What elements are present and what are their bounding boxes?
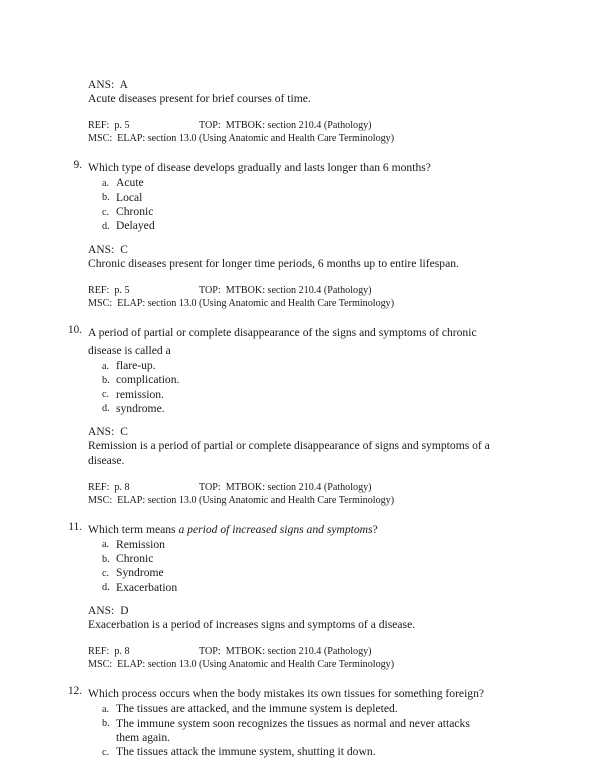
options-list (88, 176, 492, 233)
ref-label: REF: p. 5 (88, 120, 130, 132)
answer-block (88, 78, 492, 145)
ref-top-row (88, 284, 492, 297)
line-gap (88, 106, 492, 119)
option-text: Delayed (116, 219, 155, 233)
metadata-block (88, 284, 492, 310)
option-letter: c. (102, 389, 110, 401)
answer-line: ANS: C (88, 243, 128, 256)
top-label: TOP: MTBOK: section 210.4 (Pathology) (199, 120, 372, 132)
answer-line: ANS: C (88, 426, 128, 439)
document-content (68, 78, 493, 760)
question-text-prefix: Which term means (88, 522, 179, 536)
question-number: 12. (68, 685, 82, 698)
top-label: TOP: MTBOK: section 210.4 (Pathology) (199, 481, 372, 493)
option-b[interactable] (88, 717, 492, 746)
option-text: complication. (116, 373, 180, 387)
option-letter: c. (102, 206, 110, 218)
question-text-emphasis: a period of increased signs and symptoms (178, 522, 373, 536)
options-list (88, 538, 492, 595)
option-text: Remission (116, 537, 165, 551)
option-a[interactable] (88, 702, 492, 716)
option-a[interactable] (88, 176, 492, 190)
line-gap (88, 416, 492, 425)
question-text: Which type of disease develops gradually and lasts longer than 6 months? (88, 161, 431, 175)
option-text: syndrome. (116, 401, 165, 415)
option-text: flare-up. (116, 359, 156, 372)
msc-row: MSC: ELAP: section 13.0 (Using Anatomic and Health Care Terminology) (88, 659, 395, 671)
ref-label: REF: p. 5 (88, 285, 130, 296)
option-letter: c. (102, 567, 110, 579)
block-gap (88, 310, 492, 323)
line-gap (88, 595, 492, 604)
question-number: 10. (68, 324, 82, 336)
option-letter: d. (102, 403, 110, 415)
option-text: The tissues are attacked, and the immune system is depleted. (116, 702, 398, 716)
top-label: TOP: MTBOK: section 210.4 (Pathology) (199, 285, 372, 296)
metadata-block (88, 645, 492, 671)
metadata-block (88, 481, 492, 507)
line-gap (88, 632, 492, 645)
option-letter: d. (102, 220, 110, 232)
answer-line: ANS: A (88, 79, 128, 91)
question-number: 9. (73, 159, 82, 172)
ref-top-row (88, 645, 492, 658)
option-text: Chronic (116, 552, 154, 566)
option-b[interactable] (88, 373, 492, 387)
option-text: Exacerbation (116, 580, 178, 594)
question-item-9 (73, 158, 492, 310)
option-text: Syndrome (116, 566, 164, 580)
option-d[interactable] (88, 402, 492, 416)
rationale-line: Exacerbation is a period of increases signs and symptoms of a disease. (88, 618, 416, 632)
question-header (68, 684, 492, 702)
option-text: The tissues attack the immune system, shutting it down. (116, 745, 376, 759)
ref-top-row (88, 481, 492, 494)
option-b[interactable] (88, 552, 492, 566)
msc-row: MSC: ELAP: section 13.0 (Using Anatomic and Health Care Terminology) (88, 298, 395, 309)
option-a[interactable] (88, 538, 492, 552)
block-gap (88, 507, 492, 520)
option-letter: a. (102, 539, 110, 551)
rationale-line: Chronic diseases present for longer time periods, 6 months up to entire lifespan. (88, 256, 459, 270)
question-header (73, 158, 492, 176)
question-item-10 (68, 323, 493, 507)
answer-line: ANS: D (88, 604, 129, 617)
metadata-block (88, 119, 492, 145)
line-gap (88, 468, 492, 481)
option-c[interactable] (88, 205, 492, 219)
msc-row: MSC: ELAP: section 13.0 (Using Anatomic and Health Care Terminology) (88, 494, 395, 506)
ref-label: REF: p. 8 (88, 481, 130, 493)
msc-row: MSC: ELAP: section 13.0 (Using Anatomic and Health Care Terminology) (88, 133, 395, 145)
option-text: Acute (116, 176, 144, 190)
option-text: Chronic (116, 205, 154, 218)
line-gap (88, 234, 492, 243)
option-letter: a. (102, 703, 110, 715)
rationale-line: Acute diseases present for brief courses of time. (88, 92, 311, 106)
top-label: TOP: MTBOK: section 210.4 (Pathology) (199, 646, 372, 658)
line-gap (88, 271, 492, 284)
question-header (68, 520, 492, 538)
options-list (88, 702, 492, 759)
options-list (88, 359, 492, 416)
option-text: The immune system soon recognizes the tissues as normal and never attacks them again. (116, 716, 470, 744)
option-text: Local (116, 190, 143, 204)
block-gap (88, 671, 492, 684)
ref-label: REF: p. 8 (88, 646, 130, 658)
option-d[interactable] (88, 581, 492, 595)
option-letter: a. (102, 177, 110, 189)
option-text: remission. (116, 387, 164, 401)
question-text (88, 523, 378, 536)
ref-top-row (88, 119, 492, 132)
question-number: 11. (68, 520, 82, 533)
option-letter: b. (102, 718, 110, 730)
option-letter: a. (102, 360, 110, 372)
option-letter: b. (102, 374, 110, 386)
option-b[interactable] (88, 191, 492, 205)
option-letter: c. (102, 746, 110, 758)
rationale-line: Remission is a period of partial or complete disappearance of signs and symptoms of a disease. (88, 439, 493, 467)
question-text-suffix: ? (372, 522, 378, 536)
option-letter: d. (102, 582, 110, 594)
question-item-11 (68, 520, 492, 672)
option-c[interactable] (88, 566, 492, 580)
option-letter: b. (102, 192, 110, 204)
block-gap (88, 145, 492, 158)
question-item-12 (68, 684, 492, 759)
question-text: A period of partial or complete disappearance of the signs and symptoms of chronic disease is called a (88, 326, 477, 357)
option-a[interactable] (88, 359, 492, 373)
option-c[interactable] (88, 388, 492, 402)
question-text: Which process occurs when the body mistakes its own tissues for something foreign? (88, 687, 485, 701)
option-letter: b. (102, 553, 110, 565)
option-d[interactable] (88, 219, 492, 233)
option-c[interactable] (88, 745, 492, 759)
question-header (68, 323, 492, 359)
